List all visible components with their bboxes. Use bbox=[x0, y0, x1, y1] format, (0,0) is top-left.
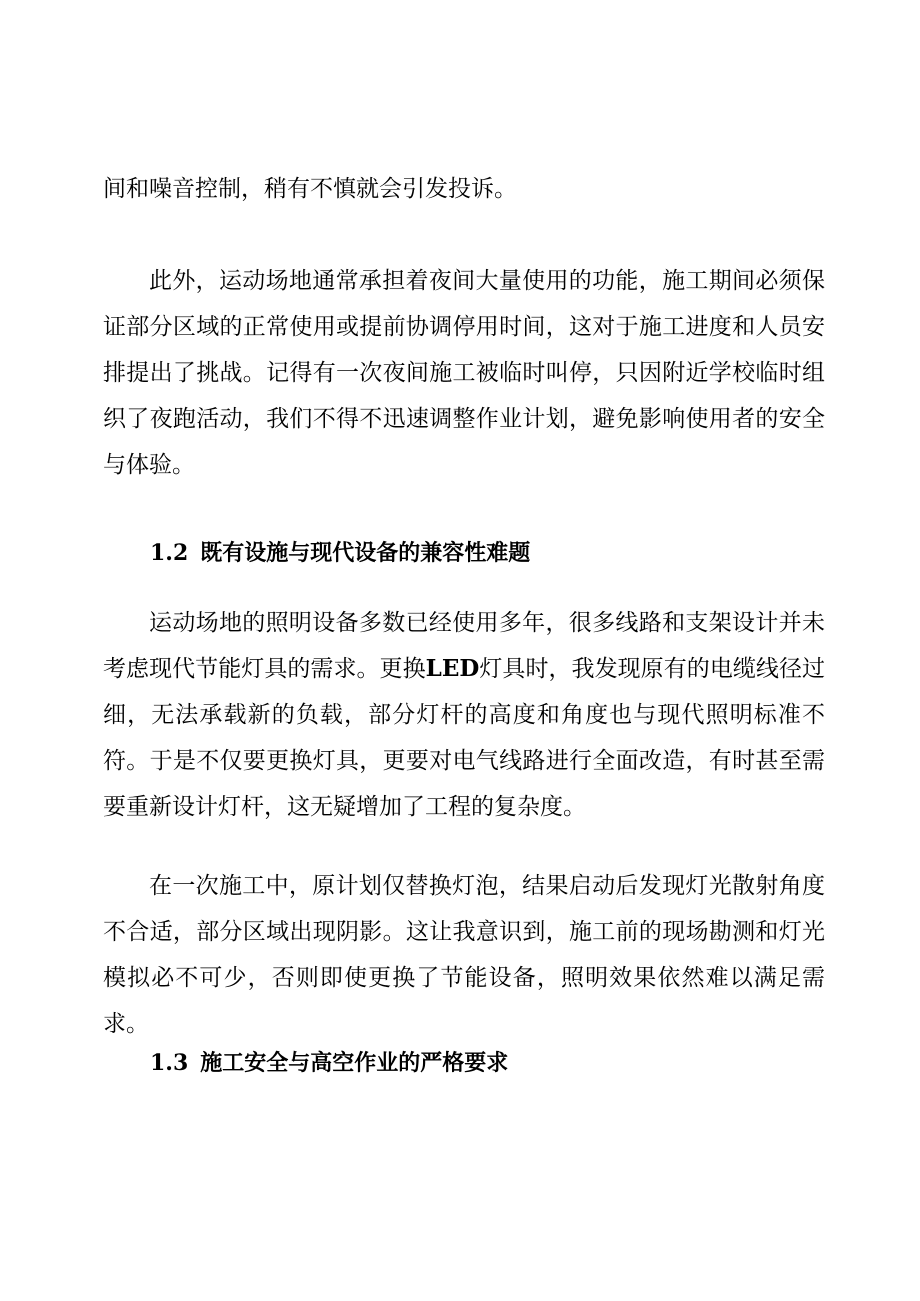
section-number: 1.2 bbox=[150, 540, 189, 566]
continuation-paragraph: 间和噪音控制，稍有不慎就会引发投诉。 bbox=[103, 176, 517, 202]
section-heading-1-2 bbox=[103, 530, 825, 576]
led-term: LED bbox=[425, 655, 480, 682]
paragraph-compatibility bbox=[103, 600, 825, 830]
paragraph-text-after: 灯具时，我发现原有的电缆线径过细，无法承载新的负载，部分灯杆的高度和角度也与现代照明标准不符。于是不仅要更换灯具，更要对电气线路进行全面改造，有时甚至需要重新设计灯杆，这无疑增加了工程的复杂度。 bbox=[103, 656, 826, 820]
paragraph-text-before: 运动场地的照明设备多数已经使用多年，很多线路和支架设计并未考虑现代节能灯具的需求。更换 bbox=[103, 610, 825, 682]
paragraph-lighting-test: 在一次施工中，原计划仅替换灯泡，结果启动后发现灯光散射角度不合适，部分区域出现阴影。这让我意识到，施工前的现场勘测和灯光模拟必不可少，否则即使更换了节能设备，照明效果依然难以满足需求。 bbox=[103, 873, 825, 1037]
section-title: 施工安全与高空作业的严格要求 bbox=[200, 1050, 509, 1076]
section-title: 既有设施与现代设备的兼容性难题 bbox=[200, 540, 531, 566]
section-number: 1.3 bbox=[150, 1050, 189, 1076]
section-heading-1-3 bbox=[103, 1040, 825, 1086]
paragraph-night-use: 此外，运动场地通常承担着夜间大量使用的功能，施工期间必须保证部分区域的正常使用或提前协调停用时间，这对于施工进度和人员安排提出了挑战。记得有一次夜间施工被临时叫停，只因附近学校临时组织了夜跑活动，我们不得不迅速调整作业计划，避免影响使用者的安全与体验。 bbox=[103, 268, 825, 478]
